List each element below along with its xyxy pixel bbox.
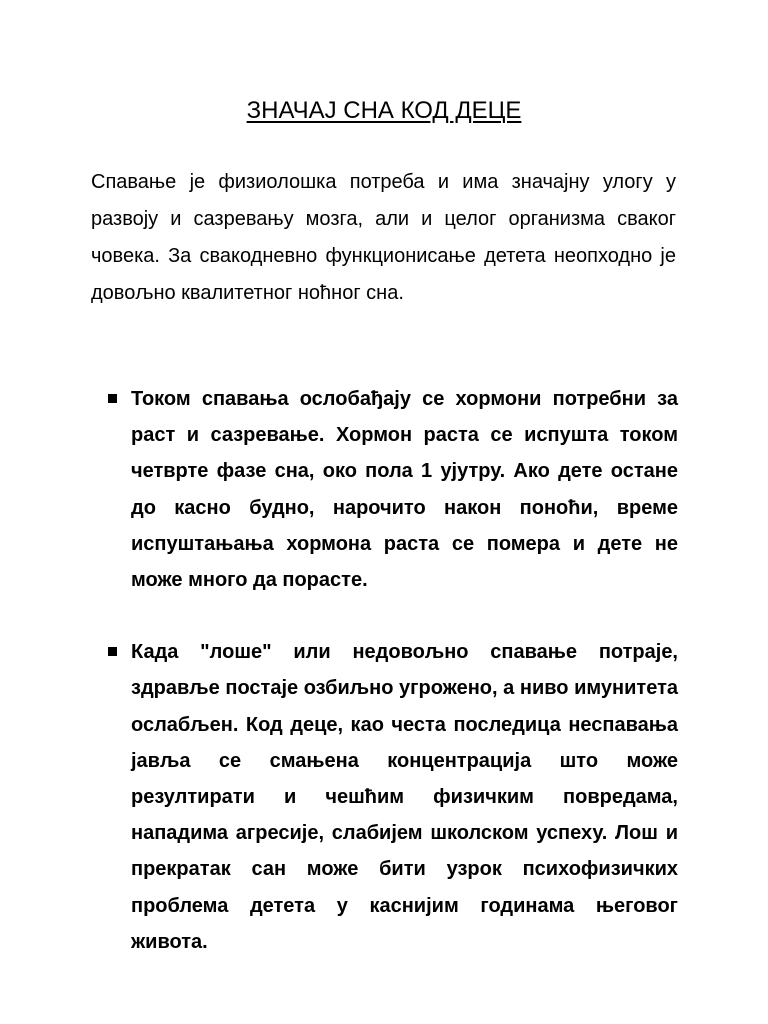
page-title: ЗНАЧАЈ СНА КОД ДЕЦЕ (246, 97, 522, 124)
bullet-text: Током спавања ослобађају се хормони потребни за раст и сазревање. Хормон раста се испушта током четврте фазе сна, око пола 1 ујутру. Ако дете остане до касно будно, нарочито након поноћи, време испуштањања хормона раста се помера и дете не може много да порасте. (131, 388, 678, 592)
intro-paragraph: Спавање је физиолошка потреба и има значајну улогу у развоју и сазревању мозга, али и целог организма сваког човека. За свакодневно функционисање детета неопходно је довољно квалитетног ноћног сна. (91, 171, 676, 304)
bullet-list (106, 381, 678, 960)
square-bullet-icon (108, 647, 117, 656)
list-item (106, 381, 678, 598)
square-bullet-icon (108, 394, 117, 403)
bullet-text: Када "лоше" или недовољно спавање потраје, здравље постаје озбиљно угрожено, а ниво имунитета ослабљен. Код деце, као честа последица неспавања јавља се смањена концентрација што може резултирати и чешћим физичким повредама, нападима агресије, слабијем школском успеху. Лош и прекратак сан може бити узрок психофизичких проблема детета у каснијим годинама његовог живота. (131, 641, 678, 953)
list-item (106, 634, 678, 960)
